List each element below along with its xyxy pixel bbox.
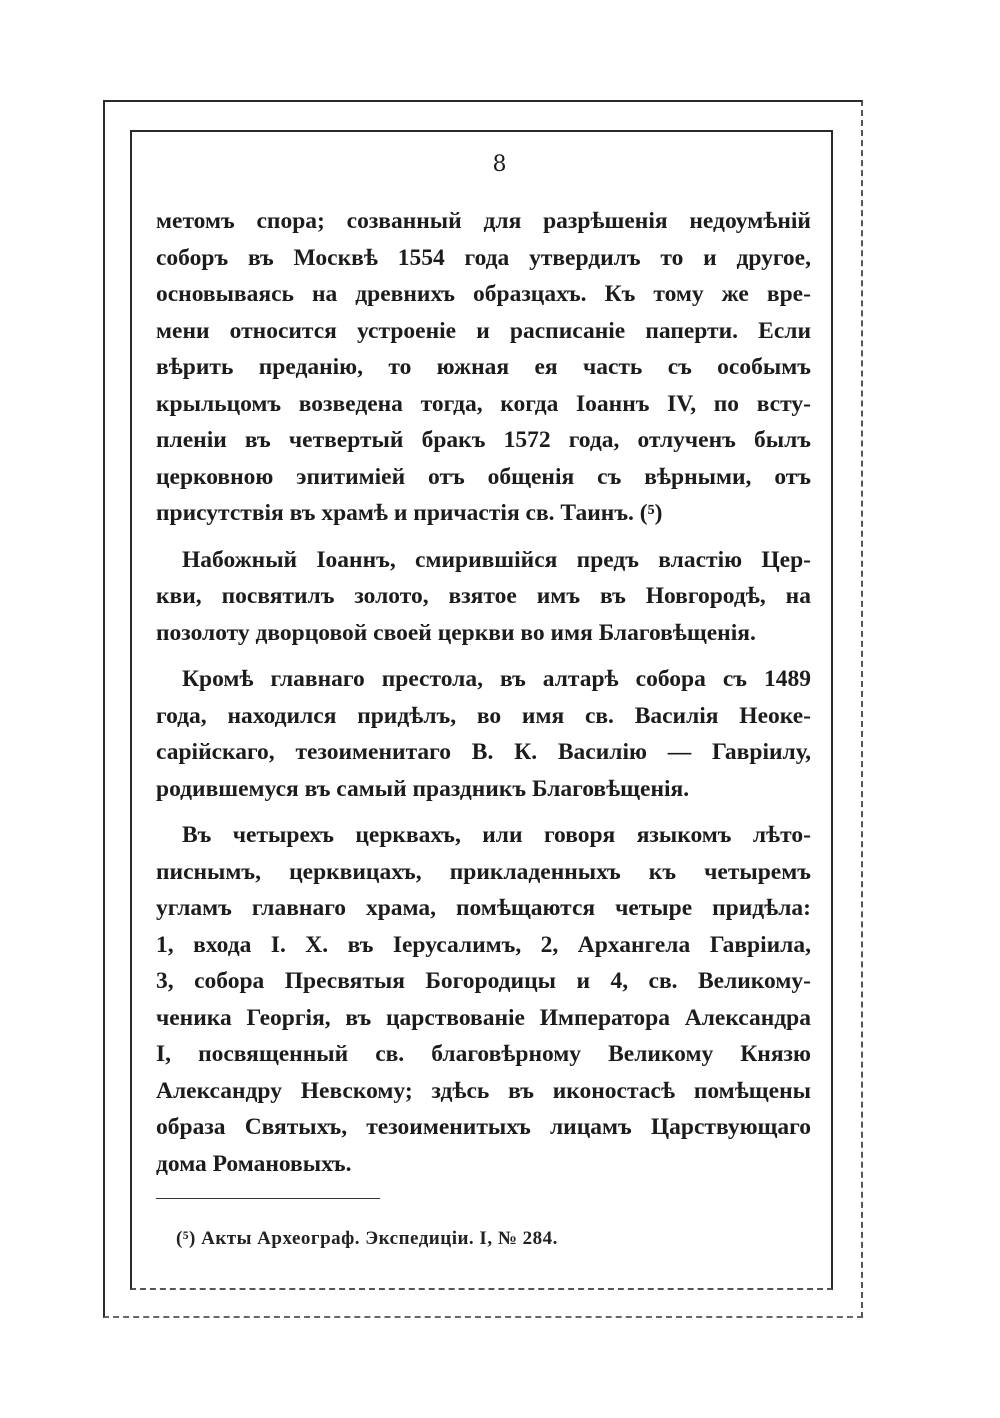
text-line: мени относится устроеніе и расписаніе паперти. Если [156, 317, 811, 344]
text-line: позолоту дворцовой своей церкви во имя Благовѣщенія. [156, 619, 756, 646]
text-line: сарійскаго, тезоименитаго В. К. Василію — Гавріилу, [156, 739, 811, 765]
text-line: крыльцомъ возведена тогда, когда Іоаннъ IV, по всту- [156, 390, 811, 417]
text-line: 3, собора Пресвятыя Богородицы и 4, св. Великому- [156, 968, 811, 994]
text-line: церковною эпитиміей отъ общенія съ вѣрными, отъ [156, 463, 811, 490]
text-line: вѣрить преданію, то южная ея часть съ особымъ [156, 354, 811, 380]
text-line: метомъ спора; созванный для разрѣшенія недоумѣній [156, 208, 811, 234]
text-line: I, посвященный св. благовѣрному Великому Князю [156, 1041, 811, 1067]
text-line: родившемуся въ самый праздникъ Благовѣщенія. [156, 775, 690, 802]
text-line: года, находился придѣлъ, во имя св. Василія Неоке- [156, 702, 811, 729]
text-line: дома Романовыхъ. [156, 1150, 352, 1177]
text-line: кви, посвятилъ золото, взятое имъ въ Новгородѣ, на [156, 583, 811, 609]
text-line: образа Святыхъ, тезоименитыхъ лицамъ Царствующаго [156, 1114, 811, 1140]
text-line: пленіи въ четвертый бракъ 1572 года, отлученъ былъ [156, 427, 811, 453]
footnote-rule [156, 1198, 380, 1199]
text-line: ченика Георгія, въ царствованіе Императора Александра [156, 1004, 811, 1031]
text-line: Александру Невскому; здѣсь въ иконостасѣ помѣщены [156, 1077, 811, 1104]
text-line: основываясь на древнихъ образцахъ. Къ тому же вре- [156, 281, 811, 307]
text-line: Въ четырехъ церквахъ, или говоря языкомъ лѣто- [182, 822, 811, 848]
main-text [156, 203, 811, 1182]
footnote: (⁵) Акты Археограф. Экспедиціи. I, № 284. [176, 1228, 558, 1249]
page-number: 8 [492, 152, 508, 177]
text-line: Кромѣ главнаго престола, въ алтарѣ собора съ 1489 [182, 666, 811, 692]
text-line: 1, входа І. Х. въ Іерусалимъ, 2, Архангела Гавріила, [156, 931, 811, 958]
text-line: присутствія въ храмѣ и причастія св. Таинъ. (⁵) [156, 500, 663, 526]
text-line: Набожный Іоаннъ, смирившійся предъ властію Цер- [182, 546, 811, 573]
text-line: писнымъ, церквицахъ, прикладенныхъ къ четыремъ [156, 858, 811, 885]
text-line: угламъ главнаго храма, помѣщаются четыре придѣла: [156, 895, 811, 921]
text-line: соборъ въ Москвѣ 1554 года утвердилъ то и другое, [156, 244, 811, 271]
